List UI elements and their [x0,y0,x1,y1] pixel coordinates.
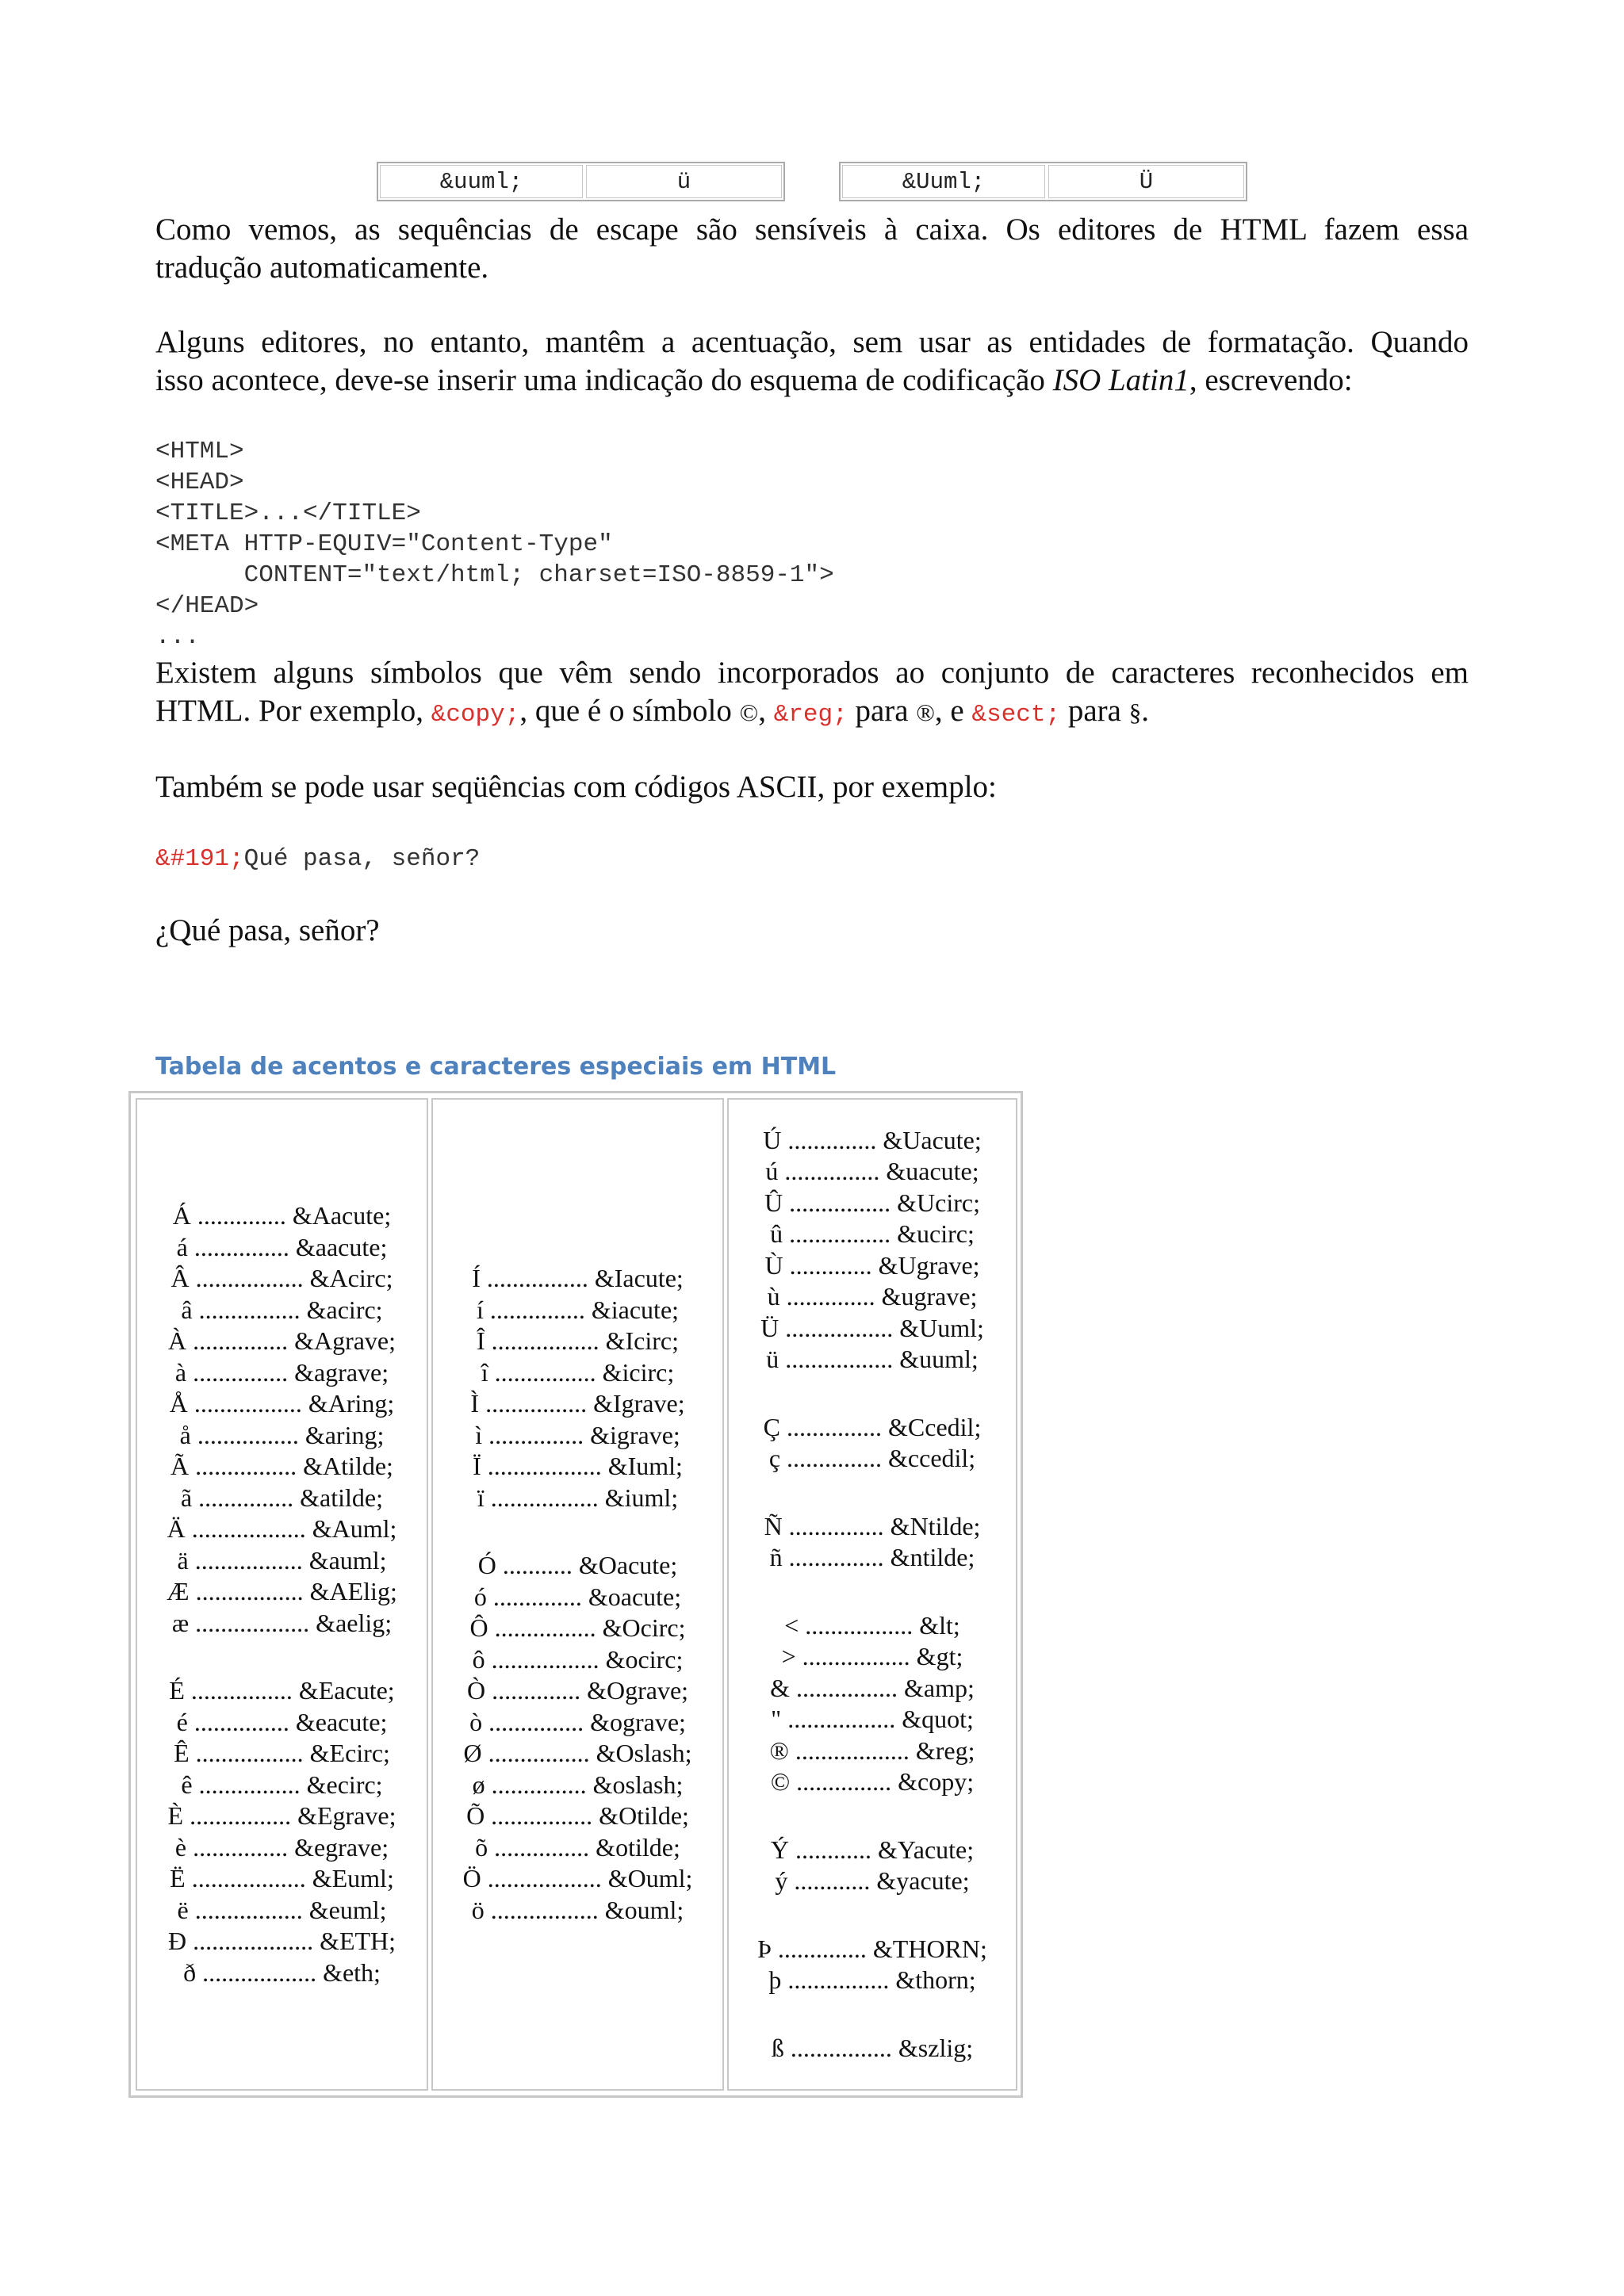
entity-entry: ó .............. &oacute; [473,1582,682,1611]
entity-group [757,1934,987,1996]
html-code-block: <HTML> <HEAD> <TITLE>...</TITLE> <META HTTP-EQUIV="Content-Type" CONTENT="text/html; charset=ISO-8859-1"> </HEAD> ... [155,438,834,651]
entity-group [463,1550,693,1926]
paragraph-symbols [155,654,1469,734]
entity-entry: ð .................. &eth; [183,1957,381,1987]
entity-entry: Û ................ &Ucirc; [764,1188,980,1217]
entity-group [167,1200,397,1639]
entity-entry: ò ............... &ograve; [469,1707,686,1736]
entity-group [771,1835,974,1897]
entity-entry: À ............... &Agrave; [167,1326,396,1355]
entity-entry: à ............... &agrave; [174,1357,389,1387]
paragraph-line: Existem alguns símbolos que vêm sendo incorporados ao conjunto de caracteres reconhecidos em [155,656,1469,690]
entity-entry: Ç ............... &Ccedil; [763,1412,982,1441]
entity-entry: > ................. &gt; [781,1642,963,1671]
table-column-a-e [136,1098,428,2091]
entity-group [772,2033,973,2064]
entity-group [764,1511,981,1574]
registered-symbol: ® [916,698,935,726]
entity-entry: é ............... &eacute; [176,1707,388,1736]
entity-entry: å ................ &aring; [179,1420,385,1449]
entity-entry: ä ................. &auml; [177,1545,387,1575]
table-column-u-misc [727,1098,1017,2091]
entity-entry: ñ ............... &ntilde; [769,1543,975,1572]
entity-entry: î ................ &icirc; [481,1357,675,1387]
entity-entry: ý ............ &yacute; [775,1866,970,1896]
paragraph-text: para [847,694,917,728]
paragraph-line: Alguns editores, no entanto, mantêm a acentuação, sem usar as entidades de formatação. Quando [155,325,1469,359]
entity-group [760,1125,984,1376]
entity-entry: ß ................ &szlig; [771,2033,974,2062]
entity-entry: È ................ &Egrave; [167,1801,396,1830]
entity-entry: Á .............. &Aacute; [172,1201,392,1230]
entity-entry: © ............... &copy; [770,1767,975,1797]
entity-entry: â ................ &acirc; [181,1295,383,1324]
entity-entry: Ô ................ &Ocirc; [469,1613,686,1642]
entity-entry: ô ................. &ocirc; [472,1644,684,1674]
entity-entry: Õ ................ &Otilde; [466,1801,689,1830]
entity-entry: Ù ............. &Ugrave; [764,1250,980,1280]
paragraph-line: isso acontece, deve-se inserir uma indicação do esquema de codificação [155,363,1053,397]
entity-cell: &uuml; [380,165,583,198]
entity-table-Uuml [839,162,1247,201]
section-symbol: § [1128,698,1142,726]
entity-entry: Ì ................ &Igrave; [470,1389,685,1418]
entity-entry: Þ .............. &THORN; [757,1934,987,1963]
entity-entry: ü ................. &uuml; [766,1345,979,1374]
entity-entry: è ............... &egrave; [174,1832,389,1862]
entity-entry: & ................ &amp; [770,1673,975,1702]
entity-entry: á ............... &aacute; [176,1232,388,1261]
inline-code-191: &#191; [155,845,244,873]
entity-entry: Ý ............ &Yacute; [770,1835,975,1864]
entity-entry: ® .................. &reg; [769,1735,975,1765]
entity-entry: Í ................ &Iacute; [472,1264,684,1292]
entity-entry: Ó ........... &Oacute; [477,1551,678,1579]
entity-group [470,1263,684,1513]
table-title: Tabela de acentos e caracteres especiais em HTML [155,1053,837,1081]
paragraph-case-sensitivity [155,211,1469,287]
entity-entry: û ................ &ucirc; [770,1219,975,1249]
entity-entry: ö ................. &ouml; [471,1895,684,1924]
paragraph-text: , escrevendo: [1189,363,1353,397]
paragraph-text: , e [934,694,972,728]
entity-entry: Ê ................. &Ecirc; [174,1739,390,1767]
entity-entry: " ................. &quot; [771,1705,974,1734]
char-cell: ü [586,165,782,198]
entity-entry: Ö .................. &Ouml; [462,1864,693,1892]
entity-entry: É ................ &Eacute; [169,1676,395,1705]
paragraph-text: , [758,694,774,728]
entity-entry: þ ................ &thorn; [768,1965,976,1995]
paragraph-line: Como vemos, as sequências de escape são sensíveis à caixa. Os editores de HTML fazem essa [155,212,1469,247]
entity-entry: Ú .............. &Uacute; [763,1125,982,1154]
entity-cell: &Uuml; [842,165,1045,198]
entity-entry: ø ............... &oslash; [472,1770,684,1799]
char-cell: Ü [1048,165,1244,198]
entity-entry: Ñ ............... &Ntilde; [764,1511,981,1540]
entity-entry: Ø ................ &Oslash; [463,1739,692,1767]
paragraph-text: HTML. Por exemplo, [155,694,431,728]
entity-entry: Î ................. &Icirc; [476,1326,680,1355]
ascii-result: ¿Qué pasa, señor? [155,913,380,947]
paragraph-encoding [155,323,1469,400]
entity-group [764,1412,982,1475]
entity-entry: ê ................ &ecirc; [181,1770,383,1799]
entity-entry: Ã ................ &Atilde; [170,1452,393,1480]
entity-entry: Å ................. &Aring; [169,1389,395,1418]
entities-table [128,1091,1023,2098]
entity-entry: Ä .................. &Auml; [167,1514,397,1543]
entity-entry: Ï .................. &Iuml; [473,1452,683,1480]
entity-entry: Ð ................... &ETH; [167,1927,396,1955]
entity-entry: < ................. &lt; [784,1610,960,1640]
table-column-i-o [431,1098,724,2091]
entity-group [770,1610,975,1798]
entity-entry: Ü ................. &Uuml; [760,1313,984,1342]
entity-entry: õ ............... &otilde; [475,1832,680,1862]
italic-term: ISO Latin1 [1052,363,1189,397]
paragraph-text: para [1060,694,1129,728]
entity-entry: ì ............... &igrave; [475,1420,680,1449]
entity-entry: Ò .............. &Ograve; [466,1676,689,1705]
entity-entry: ú ............... &uacute; [765,1157,979,1186]
entity-table-uuml [377,162,785,201]
paragraph-text: . [1141,694,1149,728]
inline-code-copy: &copy; [431,701,520,729]
ascii-code-example [155,844,480,874]
copyright-symbol: © [739,698,759,726]
entity-entry: ï ................. &iuml; [477,1483,679,1512]
paragraph-line: tradução automaticamente. [155,251,489,285]
entity-entry: ã ............... &atilde; [180,1483,384,1512]
entity-entry: Æ ................. &AElig; [167,1577,397,1605]
entity-entry: Ë .................. &Euml; [170,1864,394,1892]
entity-entry: ç ............... &ccedil; [768,1444,976,1473]
entity-entry: Â ................. &Acirc; [170,1264,393,1292]
paragraph-ascii: Também se pode usar seqüências com códigos ASCII, por exemplo: [155,770,997,804]
entity-entry: æ .................. &aelig; [171,1608,393,1637]
paragraph-text: , que é o símbolo [519,694,740,728]
inline-code-sect: &sect; [971,701,1061,729]
inline-code-reg: &reg; [773,701,848,729]
entity-entry: í ............... &iacute; [476,1295,680,1324]
entity-entry: ù .............. &ugrave; [767,1282,978,1311]
code-text: Qué pasa, señor? [243,845,481,873]
entity-entry: ë ................. &euml; [177,1895,387,1924]
entity-group [168,1675,396,1988]
